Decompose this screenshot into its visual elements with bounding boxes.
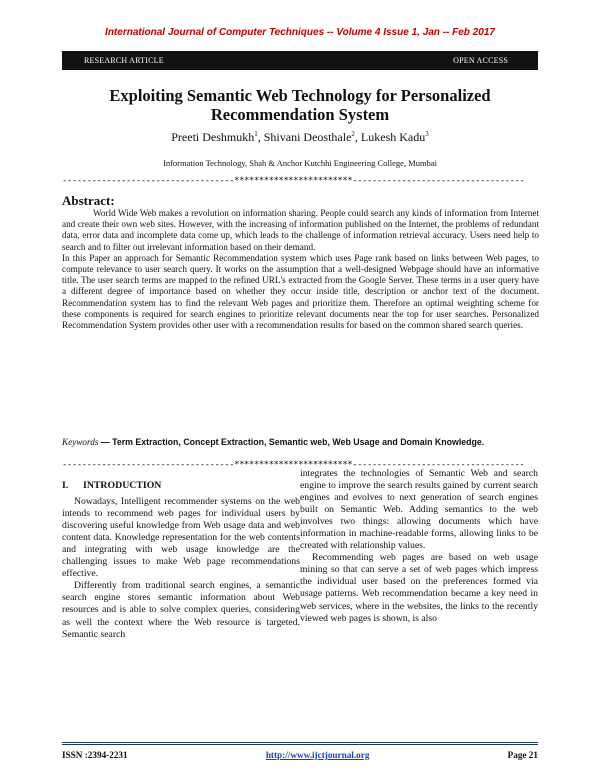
affiliation: Information Technology, Shah & Anchor Kutchhi Engineering College, Mumbai bbox=[163, 158, 437, 168]
footer-rule bbox=[62, 744, 538, 745]
author-sup: 1 bbox=[254, 130, 258, 138]
author-list: Preeti Deshmukh$^1$, Shivani Deosthale$^2$, Lukesh Kadu$^3$ bbox=[171, 130, 429, 144]
paper-title bbox=[60, 86, 540, 124]
author-sup: 2 bbox=[351, 130, 355, 138]
article-type-label: RESEARCH ARTICLE bbox=[84, 56, 164, 65]
author-name: Preeti Deshmukh bbox=[171, 130, 255, 144]
section-title: INTRODUCTION bbox=[83, 480, 162, 491]
abstract-paragraph: In this Paper an approach for Semantic Recommendation system which uses Page rank based on links between Web pages, to compute relevance to user search query. It works on the assumption that a well-designed Webpage should have an informative title. The user search terms are mapped to the refined URL's extracted from the Google Server. These terms in a user query have a different degree of importance based on whether they occur inside title, description or anchor text of the document. Recommendation system has to find the relevant Web pages and prioritize them. Therefore an optimal weighting scheme for these components is required for search engines to prioritize relevant documents near the top for user searches. Personalized Recommendation System provides other user with a recommendation results for based on the common shared search queries. bbox=[62, 252, 539, 331]
abstract-paragraph: World Wide Web makes a revolution on information sharing. People could search any kinds of information from Internet and create their own web sites. However, with the increasing of information published on the Internet, the problems of redundant data, error data and incomplete data come up, which leads to the challenge of information retrieval accuracy. Users need help to search and to filter out irrelevant information based on their demand. bbox=[62, 208, 539, 252]
author-name: Lukesh Kadu bbox=[360, 130, 426, 144]
issn-label: ISSN :2394-2231 bbox=[62, 750, 128, 760]
author-sup: 3 bbox=[425, 130, 429, 138]
right-column bbox=[300, 468, 538, 625]
journal-link[interactable]: http://www.ijctjournal.org bbox=[265, 750, 370, 760]
body-paragraph: Recommending web pages are based on web usage mining so that can serve a set of web pages which impress the individual user based on the preferences formed via usage patterns. Web recommendation became a key need in web services, where in the websites, the links to the recently viewed web pages is shown, is also bbox=[300, 552, 538, 624]
left-column bbox=[62, 480, 300, 641]
keywords bbox=[62, 436, 539, 448]
body-paragraph: Differently from traditional search engines, a semantic search engine stores semantic information about Web resources and is able to solve complex queries, considering as well the context where the Web resource is targeted. Semantic search bbox=[62, 580, 300, 640]
open-access-label: OPEN ACCESS bbox=[453, 56, 508, 65]
section-heading bbox=[62, 480, 300, 492]
body-paragraph: integrates the technologies of Semantic Web and search engine to improve the search results gained by current search engines and evolves to next generation of search engines built on Semantic Web. Adding semantics to the web involves two things: allowing documents which have information in machine-readable forms, allowing links to be created with relationship values. bbox=[300, 468, 538, 552]
page-footer bbox=[62, 750, 538, 760]
abstract-body bbox=[62, 208, 539, 331]
page-number: Page 21 bbox=[507, 750, 538, 760]
journal-header: International Journal of Computer Techniques -- Volume 4 Issue 1, Jan -- Feb 2017 bbox=[105, 27, 495, 38]
separator-line: -----------------------------------************************----------------------------------- bbox=[62, 176, 525, 186]
separator-line: -----------------------------------************************----------------------------------- bbox=[62, 460, 525, 470]
title-line-1: Exploiting Semantic Web Technology for Personalized bbox=[109, 86, 491, 105]
body-paragraph: Nowadays, Intelligent recommender systems on the web intends to recommend web pages for individual users by discovering useful knowledge from Web usage data and web content data. Knowledge representation for the web contents and integrating with web usage knowledge are the challenging issues to make Web page recommendations effective. bbox=[62, 496, 300, 580]
title-line-2: Recommendation System bbox=[210, 105, 390, 124]
author-name: Shivani Deosthale bbox=[263, 130, 352, 144]
footer-rule bbox=[62, 742, 538, 743]
article-banner bbox=[62, 51, 538, 70]
section-number: I. bbox=[62, 480, 69, 491]
keywords-text: — Term Extraction, Concept Extraction, Semantic web, Web Usage and Domain Knowledge. bbox=[98, 437, 485, 447]
abstract-heading: Abstract: bbox=[62, 193, 115, 208]
keywords-label: Keywords bbox=[62, 437, 99, 447]
